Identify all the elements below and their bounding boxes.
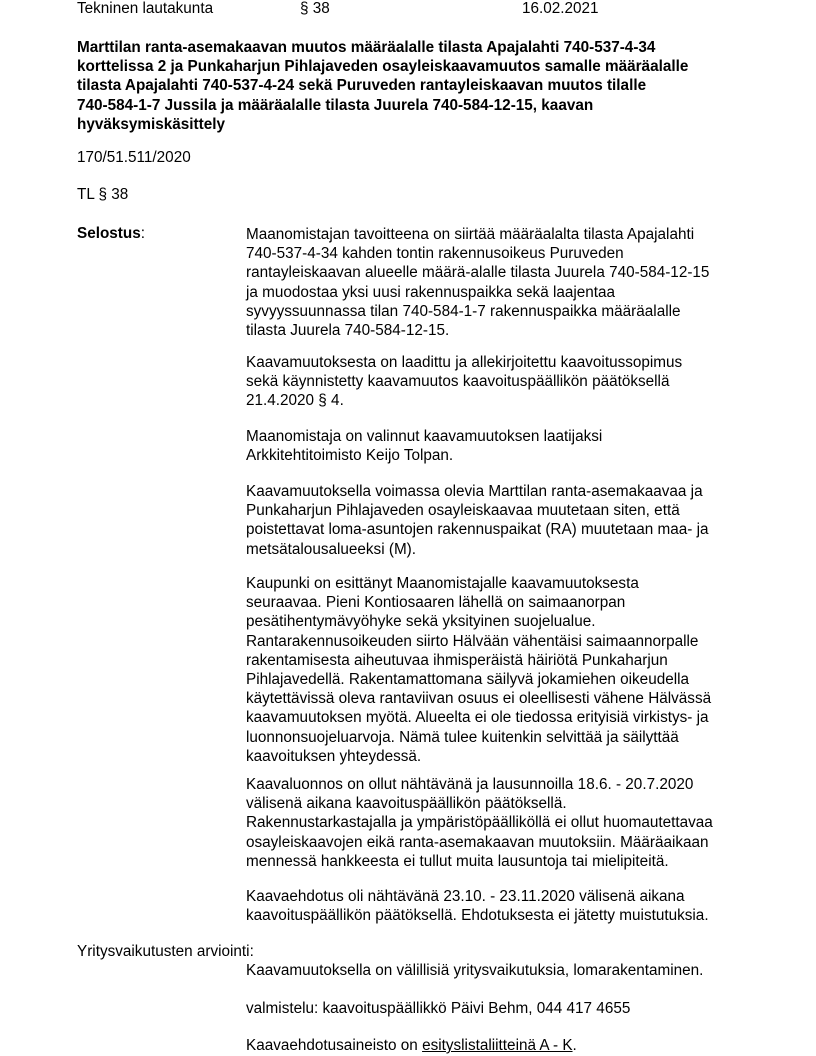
business-impact-text bbox=[246, 961, 703, 980]
paragraph-line: pesätihentymävyöhyke sekä yksityinen suojelualue. bbox=[246, 613, 596, 631]
paragraph-line: sekä käynnistetty kaavamuutos kaavoituspäällikön päätöksellä bbox=[246, 373, 670, 391]
paragraph-line: seuraavaa. Pieni Kontiosaaren lähellä on saimaanorpan bbox=[246, 594, 626, 612]
paragraph-line: Kaavaluonnos on ollut nähtävänä ja lausunnoilla 18.6. - 20.7.2020 bbox=[246, 776, 694, 793]
paragraph-line: Kaupunki on esittänyt Maanomistajalle kaavamuutoksesta bbox=[246, 575, 639, 592]
preparer-info bbox=[246, 999, 630, 1018]
tl-reference: TL § 38 bbox=[77, 186, 129, 203]
section-number: § 38 bbox=[300, 0, 330, 17]
paragraph-line: käytettävissä oleva rantaviivan osuus ei oleellisesti vähene Hälvässä bbox=[246, 690, 712, 708]
paragraph-line: Punkaharjun Pihlajaveden osayleiskaavaa muutetaan siten, että bbox=[246, 502, 680, 520]
title-line: tilasta Apajalahti 740-537-4-24 sekä Puruveden rantayleiskaavan muutos tilalle bbox=[77, 77, 647, 95]
paragraph-3 bbox=[246, 427, 602, 465]
paragraph-line: Kaavamuutoksesta on laadittu ja allekirjoitettu kaavoitussopimus bbox=[246, 354, 683, 371]
attachments-suffix: . bbox=[572, 1037, 577, 1054]
paragraph-line: Rantarakennusoikeuden siirto Hälvään vähentäisi saimaannorpalle bbox=[246, 632, 699, 650]
preparer-line: valmistelu: kaavoituspäällikkö Päivi Behm, 044 417 4655 bbox=[246, 1000, 631, 1017]
record-number: 170/51.511/2020 bbox=[77, 149, 191, 166]
paragraph-line: kaavamuutoksen myötä. Alueelta ei ole tiedossa erityisiä virkistys- ja bbox=[246, 709, 709, 727]
paragraph-line: syvyyssuunnassa tilan 740-584-1-7 rakennuspaikka määräalalle bbox=[246, 302, 681, 320]
attachments-link[interactable]: esityslistaliitteinä A - K bbox=[422, 1037, 573, 1054]
paragraph-2 bbox=[246, 353, 682, 411]
paragraph-line: ja muodostaa yksi uusi rakennuspaikka sekä laajentaa bbox=[246, 283, 616, 301]
paragraph-line: Rakennustarkastajalla ja ympäristöpäälliköllä ei ollut huomautettavaa bbox=[246, 814, 713, 832]
paragraph-line: Kaavamuutoksella voimassa olevia Marttilan ranta-asemakaavaa ja bbox=[246, 483, 703, 500]
paragraph-1 bbox=[246, 225, 709, 340]
paragraph-line: mennessä hankkeesta ei tullut muita lausuntoja tai mielipiteitä. bbox=[246, 852, 669, 870]
paragraph-line: Pihlajavedellä. Rakentamattomana säilyvä jokamiehen oikeudella bbox=[246, 671, 690, 689]
paragraph-line: metsätalousalueeksi (M). bbox=[246, 540, 417, 558]
paragraph-7 bbox=[246, 887, 709, 925]
attachments-prefix: Kaavaehdotusaineisto on bbox=[246, 1037, 423, 1054]
paragraph-line: 740-537-4-34 kahden tontin rakennusoikeus Puruveden bbox=[246, 245, 624, 263]
paragraph-6 bbox=[246, 775, 713, 871]
paragraph-line: rantayleiskaavan alueelle määrä-alalle tilasta Juurela 740-584-12-15 bbox=[246, 264, 710, 282]
paragraph-5 bbox=[246, 574, 711, 766]
title-line: hyväksymiskäsittely bbox=[77, 115, 225, 133]
paragraph-4 bbox=[246, 482, 709, 559]
paragraph-line: välisenä aikana kaavoituspäällikön päätöksellä. bbox=[246, 795, 567, 813]
selostus-label bbox=[77, 225, 145, 243]
paragraph-line: osayleiskaavojen eikä ranta-asemakaavan muutoksiin. Määräaikaan bbox=[246, 833, 709, 851]
title-line: 740-584-1-7 Jussila ja määräalalle tilasta Juurela 740-584-12-15, kaavan bbox=[77, 96, 594, 114]
attachments-note bbox=[246, 1036, 577, 1055]
business-impact-label: Yritysvaikutusten arviointi: bbox=[77, 943, 254, 960]
title-line: Marttilan ranta-asemakaavan muutos määräalalle tilasta Apajalahti 740-537-4-34 bbox=[77, 39, 656, 56]
paragraph-line: Maanomistaja on valinnut kaavamuutoksen laatijaksi bbox=[246, 428, 603, 445]
business-impact-line: Kaavamuutoksella on välillisiä yritysvaikutuksia, lomarakentaminen. bbox=[246, 962, 704, 979]
selostus-label-colon: : bbox=[140, 225, 146, 242]
paragraph-line: luonnonsuojeluarvoja. Nämä tulee kuitenkin selvittää ja säilyttää bbox=[246, 728, 679, 746]
paragraph-line: kaavoituksen yhteydessä. bbox=[246, 747, 422, 765]
paragraph-line: kaavoituspäällikön päätöksellä. Ehdotuksesta ei jätetty muistutuksia. bbox=[246, 907, 709, 925]
paragraph-line: Maanomistajan tavoitteena on siirtää määräalalta tilasta Apajalahti bbox=[246, 226, 695, 243]
document-title bbox=[77, 38, 777, 134]
paragraph-line: 21.4.2020 § 4. bbox=[246, 392, 344, 410]
paragraph-line: Kaavaehdotus oli nähtävänä 23.10. - 23.11.2020 välisenä aikana bbox=[246, 888, 685, 905]
paragraph-line: poistettavat loma-asuntojen rakennuspaikat (RA) muutetaan maa- ja bbox=[246, 521, 709, 539]
selostus-label-text: Selostus bbox=[77, 225, 141, 242]
paragraph-line: tilasta Juurela 740-584-12-15. bbox=[246, 322, 450, 340]
paragraph-line: Arkkitehtitoimisto Keijo Tolpan. bbox=[246, 447, 454, 465]
meeting-date: 16.02.2021 bbox=[522, 0, 599, 17]
committee-name: Tekninen lautakunta bbox=[77, 0, 214, 17]
title-line: korttelissa 2 ja Punkaharjun Pihlajaveden osayleiskaavamuutos samalle määräalalle bbox=[77, 58, 689, 76]
paragraph-line: rakentamisesta aiheutuvaa ihmisperäistä häiriötä Punkaharjun bbox=[246, 651, 668, 669]
